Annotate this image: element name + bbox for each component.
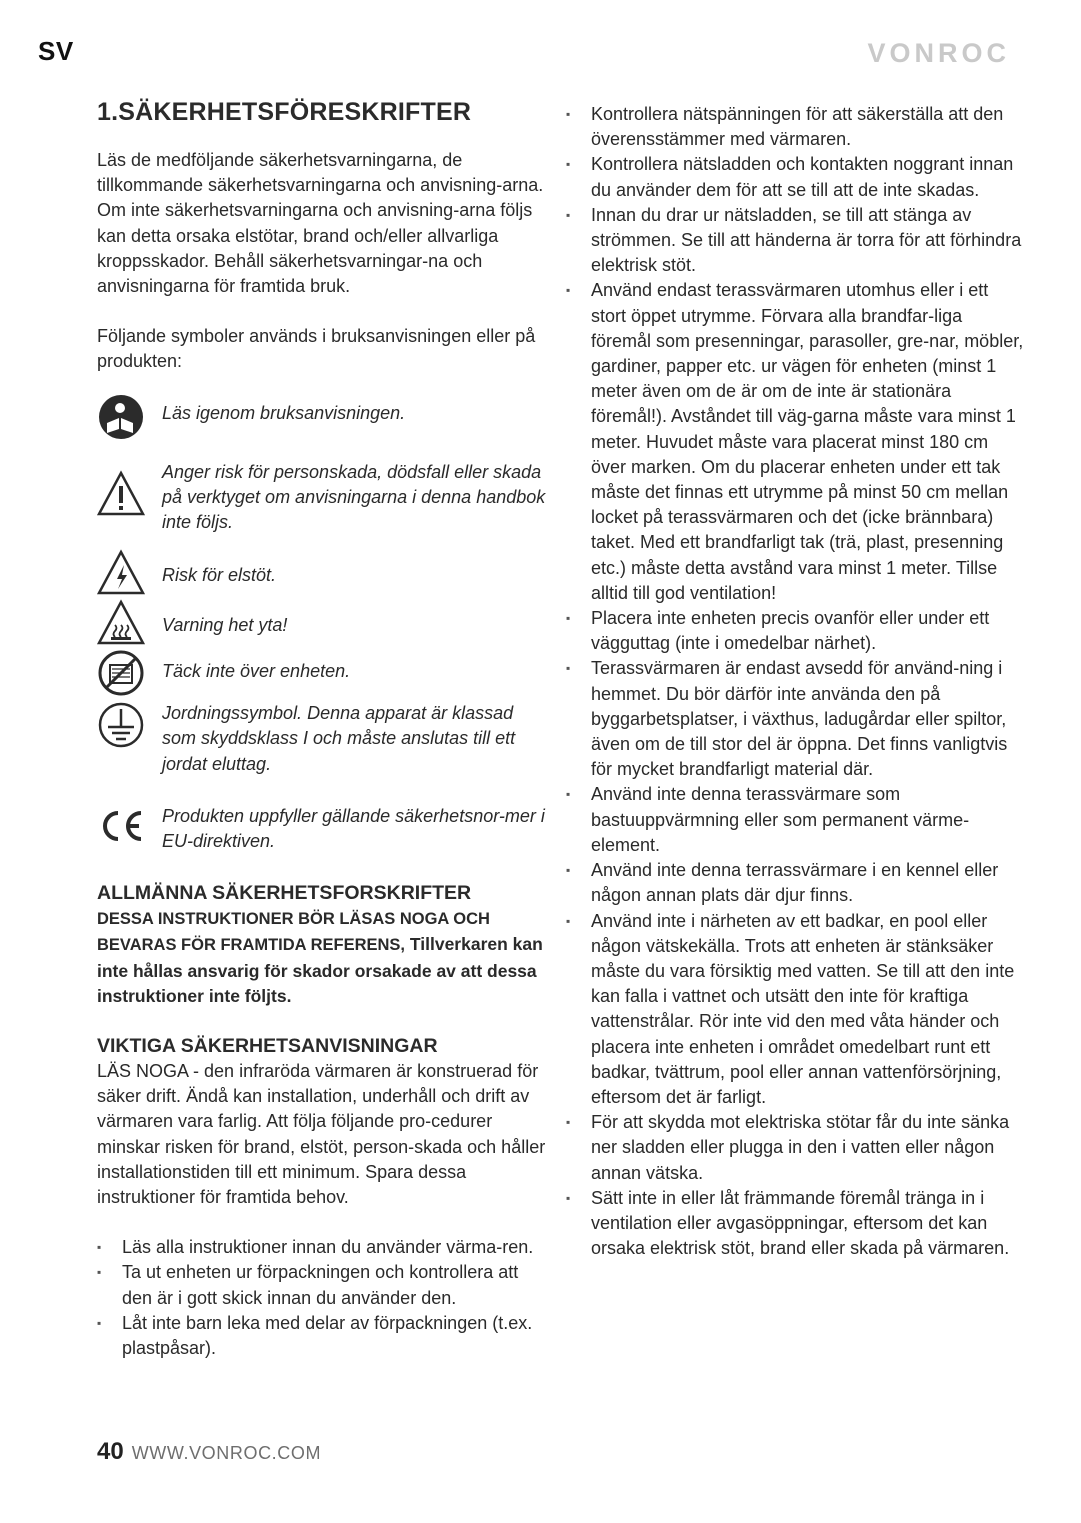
- section-title: 1.SÄKERHETSFÖRESKRIFTER: [97, 98, 472, 126]
- read-manual-icon: [97, 393, 145, 441]
- ce-mark-icon: [97, 802, 145, 850]
- ground-icon: [97, 701, 145, 749]
- page-footer: [97, 1438, 321, 1466]
- general-heading: ALLMÄNNA SÄKERHETSFORSKRIFTER: [97, 882, 472, 905]
- symbol-row: [97, 393, 549, 441]
- symbol-text: Jordningssymbol. Denna apparat är klassad som skyddsklass I och måste anslutas till ett jordat eluttag.: [162, 703, 516, 774]
- list-item: ▪ Sätt inte in eller låt främmande föremål tränga in i ventilation eller avgasöppningar, eftersom det kan orsaka elektrisk stöt, brand eller skada på värmaren.: [566, 1186, 1026, 1262]
- list-item: ▪ Kontrollera nätsladden och kontakten noggrant innan du använder dem för att se till att de inte skadas.: [566, 152, 1026, 202]
- symbol-text: Produkten uppfyller gällande säkerhetsnor-mer i EU-direktiven.: [162, 805, 545, 852]
- symbol-list: [97, 393, 549, 855]
- symbol-row: [97, 802, 549, 854]
- symbol-text: Risk för elstöt.: [162, 565, 277, 586]
- symbol-row: [97, 649, 549, 697]
- symbol-row: [97, 599, 549, 647]
- language-code: SV: [38, 36, 74, 66]
- vonroc-logo: [862, 36, 1012, 68]
- list-item: ▪ Ta ut enheten ur förpackningen och kontrollera att den är i gott skick innan du använder den.: [97, 1260, 549, 1310]
- brand-text: VONROC: [867, 38, 1010, 68]
- symbol-row: [97, 701, 549, 777]
- symbol-text: Varning het yta!: [162, 615, 288, 636]
- warning-triangle-icon: [97, 470, 145, 518]
- intro-paragraph: Läs de medföljande säkerhetsvarningarna, de tillkommande säkerhetsvarningarna och anvisning-arna. Om inte säkerhetsvarningarna och anvisning-arna följs kan detta orsaka elstötar, brand och/eller allvarliga kroppsskador. Behåll säkerhetsvarningar-na och anvisningarna för framtida bruk.: [97, 150, 544, 297]
- right-column: [566, 102, 1026, 1261]
- left-column: [97, 96, 549, 1361]
- symbol-row: [97, 549, 549, 597]
- general-text: [97, 906, 549, 1009]
- list-item: ▪ Innan du drar ur nätsladden, se till att stänga av strömmen. Se till att händerna är torra för att förhindra elektrisk stöt.: [566, 203, 1026, 279]
- symbol-text: Täck inte över enheten.: [162, 661, 351, 682]
- list-item: ▪ Använd inte denna terassvärmare som bastuuppvärmning eller som permanent värme-element.: [566, 782, 1026, 858]
- website-link[interactable]: WWW.VONROC.COM: [131, 1443, 322, 1463]
- list-item: ▪ Låt inte barn leka med delar av förpackningen (t.ex. plastpåsar).: [97, 1311, 549, 1361]
- page-number: 40: [97, 1438, 124, 1465]
- hot-surface-icon: [97, 599, 145, 647]
- general-text-rest: Tillverkaren kan inte hållas ansvarig för skador orsakade av att dessa instruktioner inte följts.: [97, 934, 543, 1006]
- general-text-caps: DESSA INSTRUKTIONER BÖR LÄSAS NOGA OCH BEVARAS FÖR FRAMTIDA REFERENS,: [97, 910, 490, 955]
- symbol-text: Anger risk för personskada, dödsfall eller skada på verktyget om anvisningarna i denna handbok inte följs.: [162, 461, 546, 533]
- symbol-row: [97, 460, 549, 536]
- list-item: ▪ Placera inte enheten precis ovanför eller under ett vägguttag (inte i omedelbar närhet).: [566, 606, 1026, 656]
- list-item: ▪ Använd endast terassvärmaren utomhus eller i ett stort öppet utrymme. Förvara alla brandfar-liga föremål som presenningar, parasoller, gre-nar, möbler, gardiner, papper etc. ur vägen för enheten (minst 1 meter även om de är om de inte är stationära föremål!). Avståndet till väg-garna måste vara minst 1 meter. Huvudet måste vara placerat minst 180 cm över marken. Om du placerar enheten under ett tak måste det finnas ett utrymme på minst 50 cm mellan locket på terassvärmaren och det (icke brännbara) taket. Med ett brandfarligt tak (trä, plast, presenning etc.) måste detta avstånd vara minst 1 meter. Tillse alltid till god ventilation!: [566, 278, 1026, 606]
- list-item: ▪ Använd inte denna terrassvärmare i en kennel eller någon annan plats där djur finns.: [566, 858, 1026, 908]
- list-item: ▪ Använd inte i närheten av ett badkar, en pool eller någon vätskekälla. Trots att enheten är stänksäker måste du vara försiktig med vatten. Se till att den inte kan falla i vattnet och utsätt den inte för kraftiga vattenstrålar. Rör inte vid den med våta händer och placera inte enheten i området omedelbart runt ett badkar, tvättrum, pool eller annan vattenförsörjning, eftersom det är farligt.: [566, 909, 1026, 1111]
- electric-shock-icon: [97, 549, 145, 597]
- list-item: ▪ Kontrollera nätspänningen för att säkerställa att den överensstämmer med värmaren.: [566, 102, 1026, 152]
- list-item: ▪ För att skydda mot elektriska stötar får du inte sänka ner sladden eller plugga in den i vatten eller någon annan vätska.: [566, 1110, 1026, 1186]
- important-paragraph: LÄS NOGA - den infraröda värmaren är konstruerad för säker drift. Ändå kan installation, underhåll och drift av värmaren vara farlig. Att följa följande pro-cedurer minskar risken för brand, elstöt, person-skada och håller installationstiden till ett minimum. Spara dessa instruktioner för framtida behov.: [97, 1061, 546, 1208]
- left-bullet-list: [97, 1235, 549, 1361]
- do-not-cover-icon: [97, 649, 145, 697]
- important-heading: VIKTIGA SÄKERHETSANVISNINGAR: [97, 1035, 438, 1058]
- list-item: ▪ Läs alla instruktioner innan du använder värma-ren.: [97, 1235, 549, 1260]
- symbol-text: Läs igenom bruksanvisningen.: [162, 402, 406, 423]
- list-item: ▪ Terassvärmaren är endast avsedd för använd-ning i hemmet. Du bör därför inte använda den på byggarbetsplatser, i växthus, ladugårdar eller spiltor, även om de till stor del är öppna. Det finns vanligtvis för mycket brandfarligt material där.: [566, 656, 1026, 782]
- right-bullet-list: [566, 102, 1026, 1261]
- symbols-intro: Följande symboler används i bruksanvisningen eller på produkten:: [97, 326, 536, 372]
